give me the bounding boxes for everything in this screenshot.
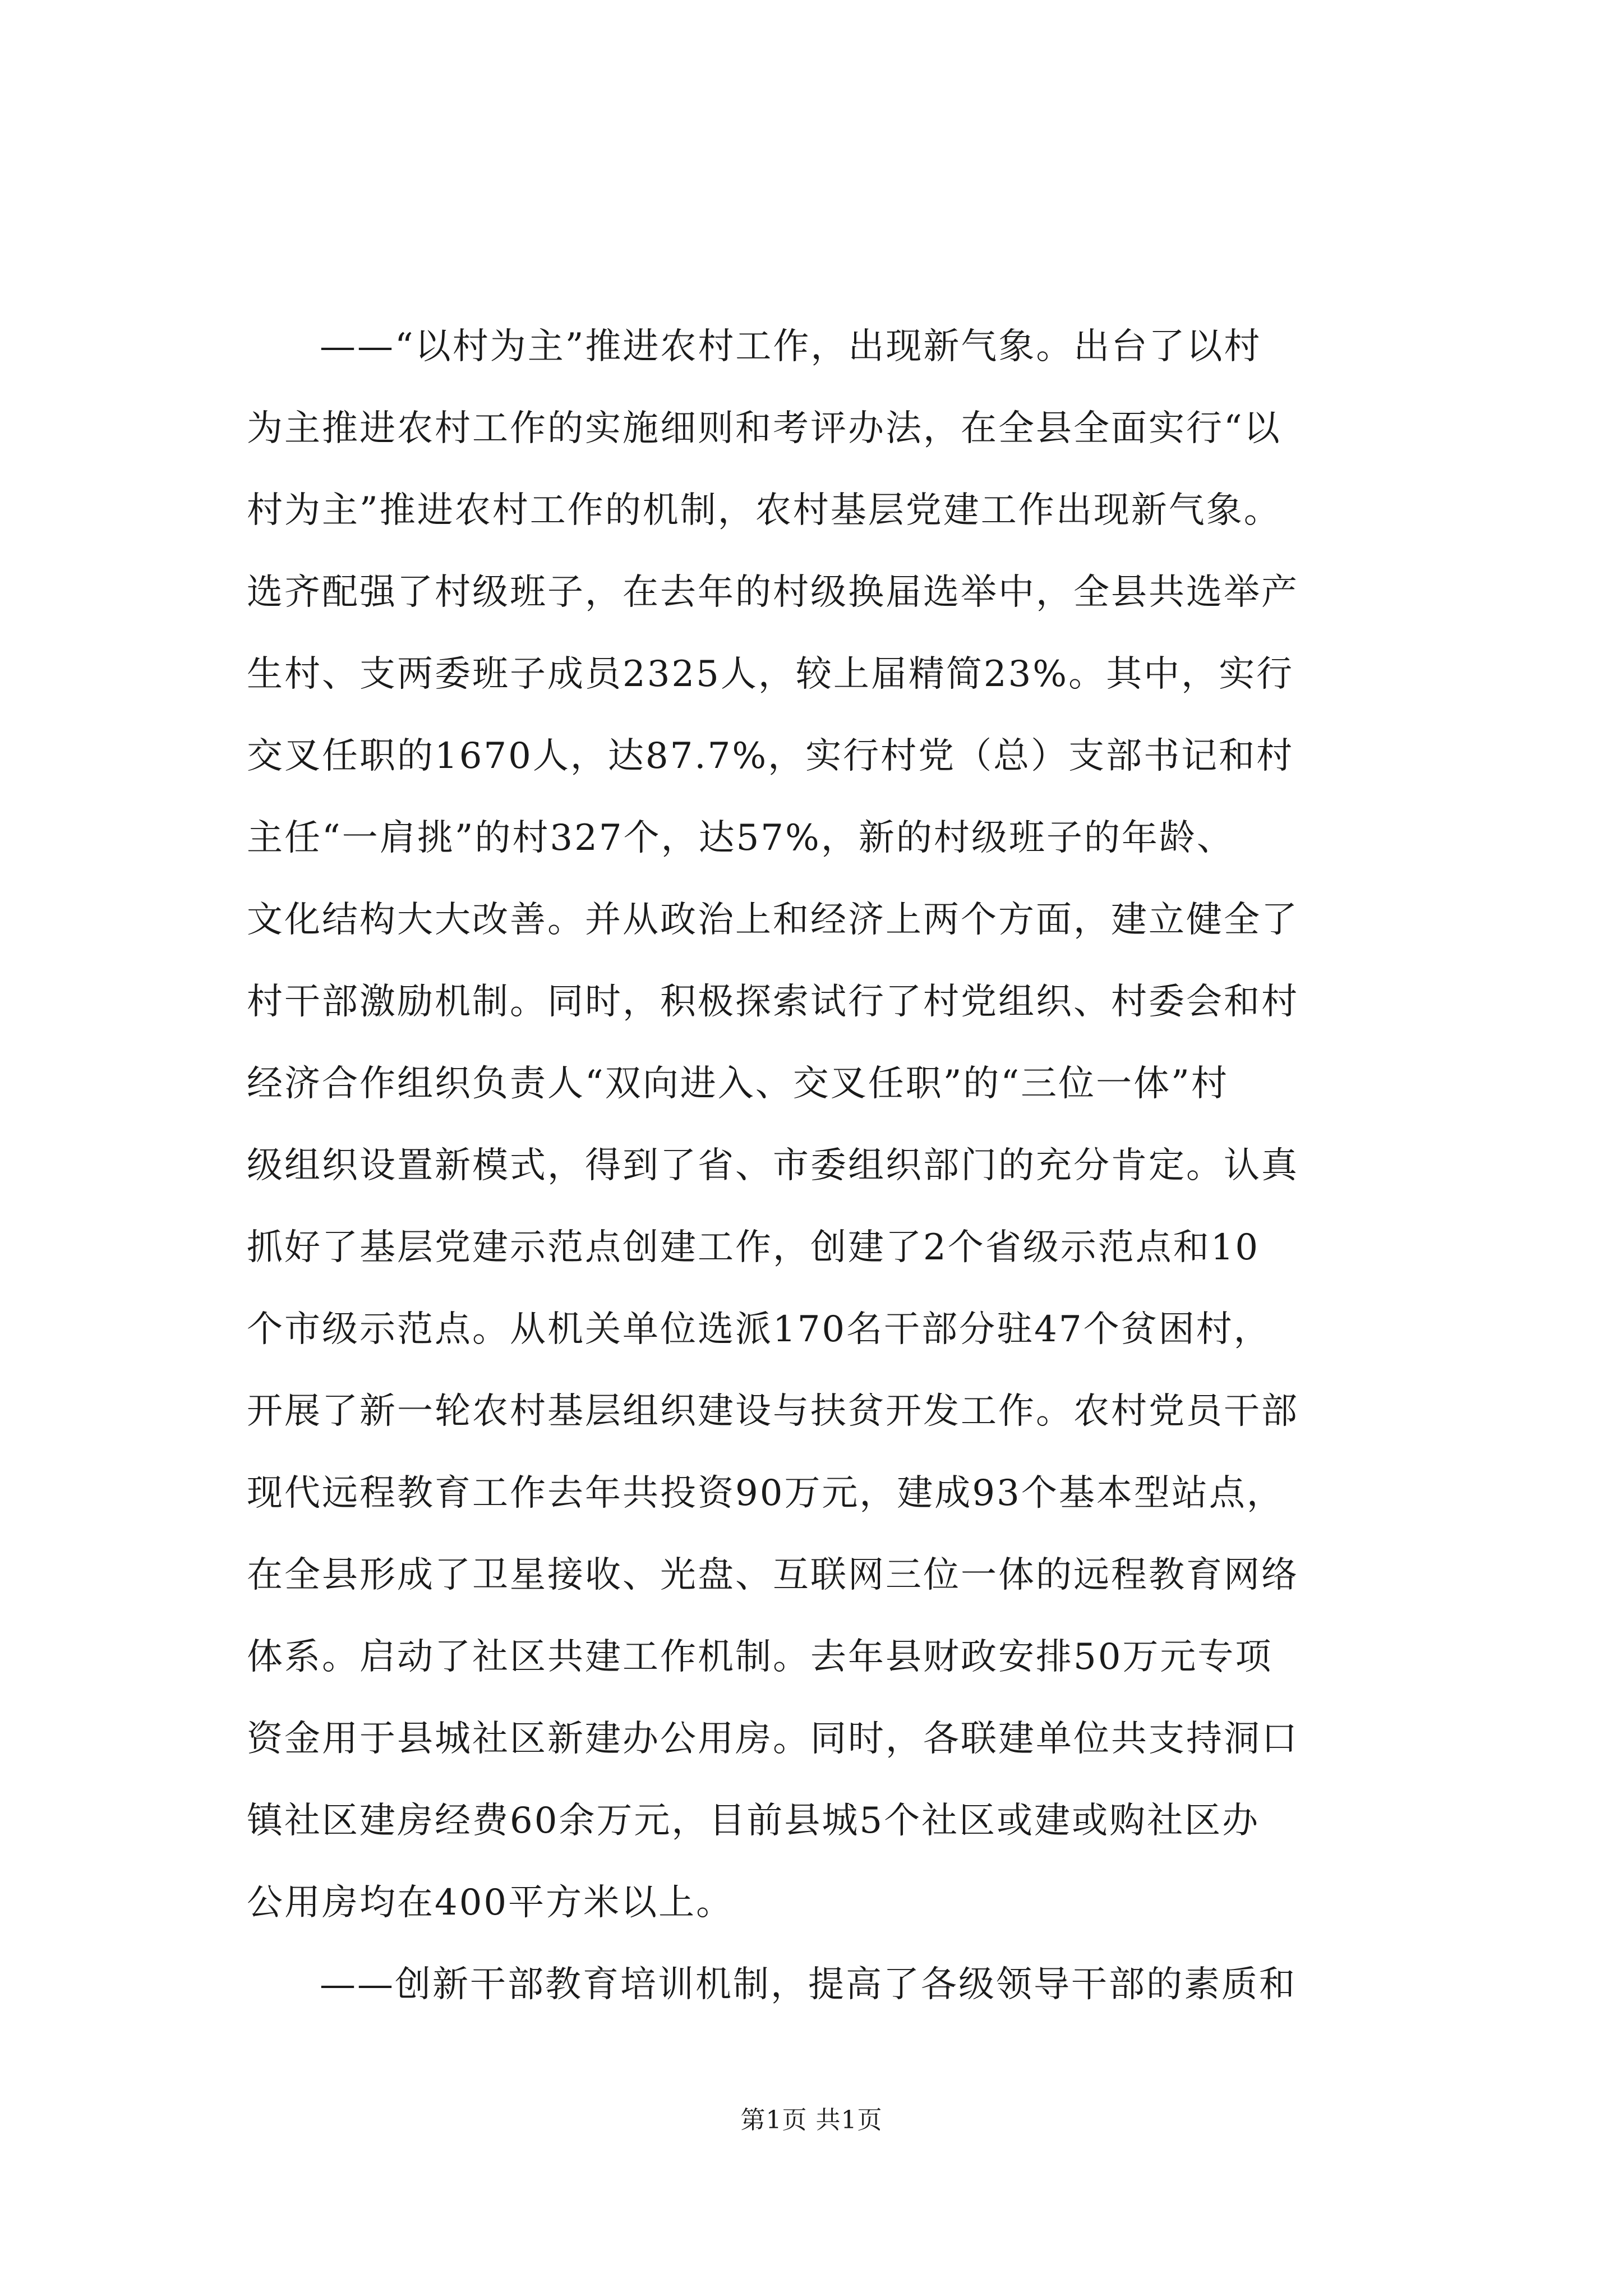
text-line: 公用房均在400平方米以上。 [247, 1882, 734, 1924]
page-number-label: 第1页 共1页 [740, 2106, 883, 2134]
text-line: 级组织设置新模式，得到了省、市委组织部门的充分肯定。认真 [247, 1145, 1299, 1186]
text-line: 在全县形成了卫星接收、光盘、互联网三位一体的远程教育网络 [247, 1554, 1299, 1596]
text-line: 现代远程教育工作去年共投资90万元，建成93个基本型站点， [247, 1473, 1284, 1514]
text-line: ——创新干部教育培训机制，提高了各级领导干部的素质和 [320, 1964, 1297, 2005]
paragraph-2 [247, 1944, 1380, 2026]
text-line: 资金用于县城社区新建办公用房。同时，各联建单位共支持洞口 [247, 1718, 1299, 1760]
document-body [247, 306, 1380, 2026]
text-line: 为主推进农村工作的实施细则和考评办法，在全县全面实行“以 [247, 408, 1281, 449]
text-line: 开展了新一轮农村基层组织建设与扶贫开发工作。农村党员干部 [247, 1391, 1299, 1432]
text-line: 主任“一肩挑”的村327个，达57%，新的村级班子的年龄、 [247, 817, 1234, 859]
text-line: 选齐配强了村级班子，在去年的村级换届选举中，全县共选举产 [247, 572, 1299, 613]
text-line: 抓好了基层党建示范点创建工作，创建了2个省级示范点和10 [247, 1227, 1260, 1268]
text-line: 体系。启动了社区共建工作机制。去年县财政安排50万元专项 [247, 1636, 1273, 1678]
text-line: 生村、支两委班子成员2325人，较上届精简23%。其中，实行 [247, 654, 1294, 695]
text-line: ——“以村为主”推进农村工作，出现新气象。出台了以村 [320, 326, 1262, 367]
text-line: 村为主”推进农村工作的机制，农村基层党建工作出现新气象。 [247, 490, 1281, 531]
text-line: 镇社区建房经费60余万元，目前县城5个社区或建或购社区办 [247, 1800, 1260, 1842]
text-line: 经济合作组织负责人“双向进入、交叉任职”的“三位一体”村 [247, 1063, 1229, 1105]
paragraph-1 [247, 306, 1380, 1944]
text-line: 村干部激励机制。同时，积极探索试行了村党组织、村委会和村 [247, 981, 1299, 1023]
page-footer [0, 2104, 1623, 2137]
text-line: 个市级示范点。从机关单位选派170名干部分驻47个贫困村， [247, 1309, 1271, 1350]
text-line: 文化结构大大改善。并从政治上和经济上两个方面，建立健全了 [247, 899, 1299, 941]
text-line: 交叉任职的1670人，达87.7%，实行村党（总）支部书记和村 [247, 735, 1294, 777]
